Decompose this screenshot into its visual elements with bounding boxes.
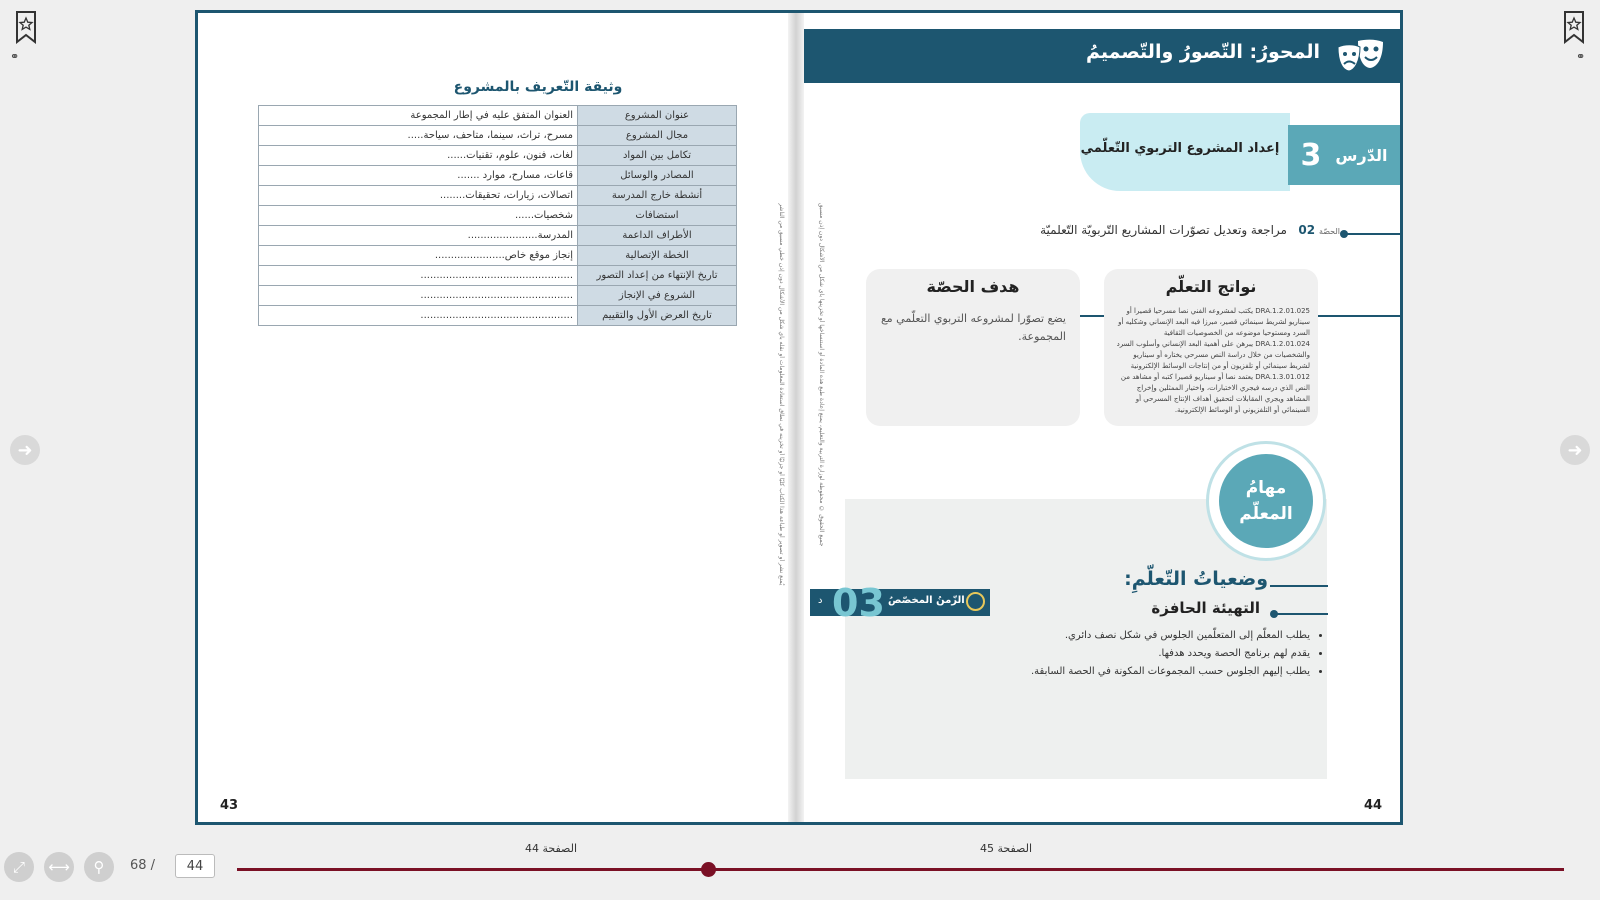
table-key: تاريخ الإنتهاء من إعداد التصور (578, 266, 737, 286)
time-unit: د (818, 595, 823, 606)
table-row (259, 146, 737, 166)
arrow-left-icon: ➜ (17, 439, 33, 461)
divider-line (1310, 315, 1400, 317)
table-key: استضافات (578, 206, 737, 226)
warmup-dot (1270, 610, 1278, 618)
fit-width-icon: ⟷ (48, 858, 70, 876)
page-slider-thumb[interactable] (701, 862, 716, 877)
prev-page-button[interactable] (10, 435, 40, 465)
project-table (258, 105, 737, 326)
table-row (259, 286, 737, 306)
table-value: لغات، فنون، علوم، تقنيات...... (259, 146, 578, 166)
vertical-note: يُمنع نشر أو تصوير أو طباعة هذا الكتاب كليًّا أو جزئيًّا أو تخزينه في نطاق استعادة المعلومات أو نقله بأي شكل من الأشكال دون إذن خطي مسبق من الناشر (778, 203, 785, 586)
situations-title: وضعياتُ التّعلّمِ: (1124, 568, 1268, 590)
table-value: مسرح، تراث، سينما، متاحف، سياحة..... (259, 126, 578, 146)
axis-header (804, 29, 1400, 83)
session-title: مراجعة وتعديل تصوّرات المشاريع التّربويّة التّعلميّة (1040, 223, 1287, 237)
page-number-left: 43 (220, 798, 239, 813)
table-value: ................................................ (259, 306, 578, 326)
table-key: الأطراف الداعمة (578, 226, 737, 246)
zoom-icon: ⚲ (93, 858, 105, 876)
alarm-clock-icon (966, 592, 985, 611)
lesson-number: 3 (1300, 137, 1322, 173)
zoom-button[interactable] (84, 852, 114, 882)
next-page-button[interactable] (1560, 435, 1590, 465)
session-info (958, 223, 1340, 237)
goal-title: هدف الحصّة (926, 277, 1020, 296)
doc-title: وثيقة التّعريف بالمشروع (453, 79, 623, 95)
warmup-line (1274, 613, 1328, 615)
time-label: الزّمنُ المخصّصُ (888, 595, 965, 606)
lesson-title-box (1080, 113, 1290, 191)
table-key: الخطة الإتصالية (578, 246, 737, 266)
table-value: ................................................ (259, 286, 578, 306)
warmup-title: التهيئة الحافزة (1151, 599, 1260, 617)
list-item: • يقدم لهم برنامج الحصة ويحدد هدفها. (898, 645, 1310, 663)
table-row (259, 266, 737, 286)
page-number-right: 44 (1364, 798, 1383, 813)
link-icon[interactable]: ⚭ (10, 50, 20, 63)
table-row (259, 246, 737, 266)
session-line (1344, 233, 1400, 235)
outcomes-title: نواتج التعلّم (1165, 277, 1257, 296)
table-key: تكامل بين المواد (578, 146, 737, 166)
lesson-title: إعداد المشروع التربوي التّعلّمي (1080, 141, 1280, 156)
bookmark-left[interactable] (14, 10, 38, 44)
book-spread (195, 10, 1403, 825)
time-value: 03 (832, 581, 885, 625)
divider-line (1080, 315, 1104, 317)
total-pages: 68 / (130, 858, 156, 873)
teacher-tasks-badge (1206, 441, 1326, 561)
fullscreen-icon: ⤢ (12, 858, 25, 876)
goal-card (866, 269, 1080, 426)
table-key: مجال المشروع (578, 126, 737, 146)
axis-title: المحورُ: التّصورُ والتّصميمُ (1085, 41, 1320, 63)
time-allocated (810, 581, 990, 625)
table-row (259, 126, 737, 146)
table-value: المدرسة...................... (259, 226, 578, 246)
goal-text: يضع تصوّرا لمشروعه التربوي التعلّمي مع المجموعة. (880, 312, 1066, 343)
session-number: 02 (1298, 223, 1316, 237)
bookmark-right[interactable] (1562, 10, 1586, 44)
bookmark-star-icon (14, 10, 38, 44)
table-value: اتصالات، زيارات، تحقيقات........ (259, 186, 578, 206)
table-row (259, 166, 737, 186)
table-row (259, 106, 737, 126)
session-label: الحصّة (1318, 227, 1340, 236)
table-value: قاعات، مسارح، موارد ....... (259, 166, 578, 186)
table-key: عنوان المشروع (578, 106, 737, 126)
link-icon[interactable]: ⚭ (1576, 50, 1586, 63)
theater-masks-icon (1336, 37, 1386, 73)
list-item: • يطلب المعلّم إلى المتعلّمين الجلوس في شكل نصف دائري. (898, 627, 1310, 645)
table-key: أنشطة خارج المدرسة (578, 186, 737, 206)
fit-width-button[interactable] (44, 852, 74, 882)
warmup-list (898, 627, 1324, 681)
book-spine (788, 13, 804, 822)
outcomes-text: DRA.1.2.01.025 يكتب لمشروعه الفني نصا مسرحيا قصيرا أو سيناريو لشريط سينمائي قصير، مبرزا فيه البعد الإنساني وشكليه أو السرد ومستوحيا موضوعه من الخصوصيات الثقافية DRA.1.2.01.024 يبرهن على أهمية البعد الإنساني وأسلوب السرد والشخصيات من خلال دراسة النص مسرحي يختاره أو سيناريو لشريط سينمائي أو تلفزيون أو من إنتاجات الوسائط الإلكترونية DRA.1.3.01.012 يعتمد نصا أو سيناريو قصيرا كتبه أو مشاهد من النص الذي درسه فيجري الاختبارات، واختيار الممثلين وإخراج المشاهد ويجري المقابلات لتحقيق أهداف الإنتاج المسرحي أو السينمائي أو التلفزيوني أو الوسائط الإلكترونية. (1116, 307, 1310, 414)
lesson-label: الدّرس (1335, 145, 1388, 165)
table-key: تاريخ العرض الأول والتقييم (578, 306, 737, 326)
bookmark-star-icon (1562, 10, 1586, 44)
viewer-toolbar (0, 836, 1600, 900)
table-value: العنوان المتفق عليه في إطار المجموعة (259, 106, 578, 126)
lesson-tab (1288, 125, 1400, 185)
outcomes-card (1104, 269, 1318, 426)
table-value: شخصيات...... (259, 206, 578, 226)
arrow-right-icon: ➜ (1567, 439, 1583, 461)
table-row (259, 186, 737, 206)
teacher-tasks-label: مهامُ المعلّم (1219, 454, 1313, 548)
page-slider-track[interactable] (237, 868, 1564, 871)
table-value: إنجاز موقع خاص...................... (259, 246, 578, 266)
table-value: ................................................ (259, 266, 578, 286)
list-item: • يطلب إليهم الجلوس حسب المجموعات المكونة في الحصة السابقة. (898, 663, 1310, 681)
session-dot (1340, 230, 1348, 238)
fullscreen-button[interactable] (4, 852, 34, 882)
page-input[interactable]: 44 (175, 854, 215, 878)
situations-line (1270, 585, 1328, 587)
table-row (259, 206, 737, 226)
table-key: الشروع في الإنجاز (578, 286, 737, 306)
table-key: المصادر والوسائل (578, 166, 737, 186)
table-row (259, 306, 737, 326)
vertical-note: جميع الحقوق © محفوظة لوزارة التربية والتعليم، يمنع إعادة طبع هذه المادة أو استنساخها أو تخزينها بأي شكل من الأشكال دون إذن مسبق (818, 203, 825, 547)
page-marker-left: الصفحة 44 (525, 842, 578, 855)
table-row (259, 226, 737, 246)
page-marker-right: الصفحة 45 (980, 842, 1033, 855)
